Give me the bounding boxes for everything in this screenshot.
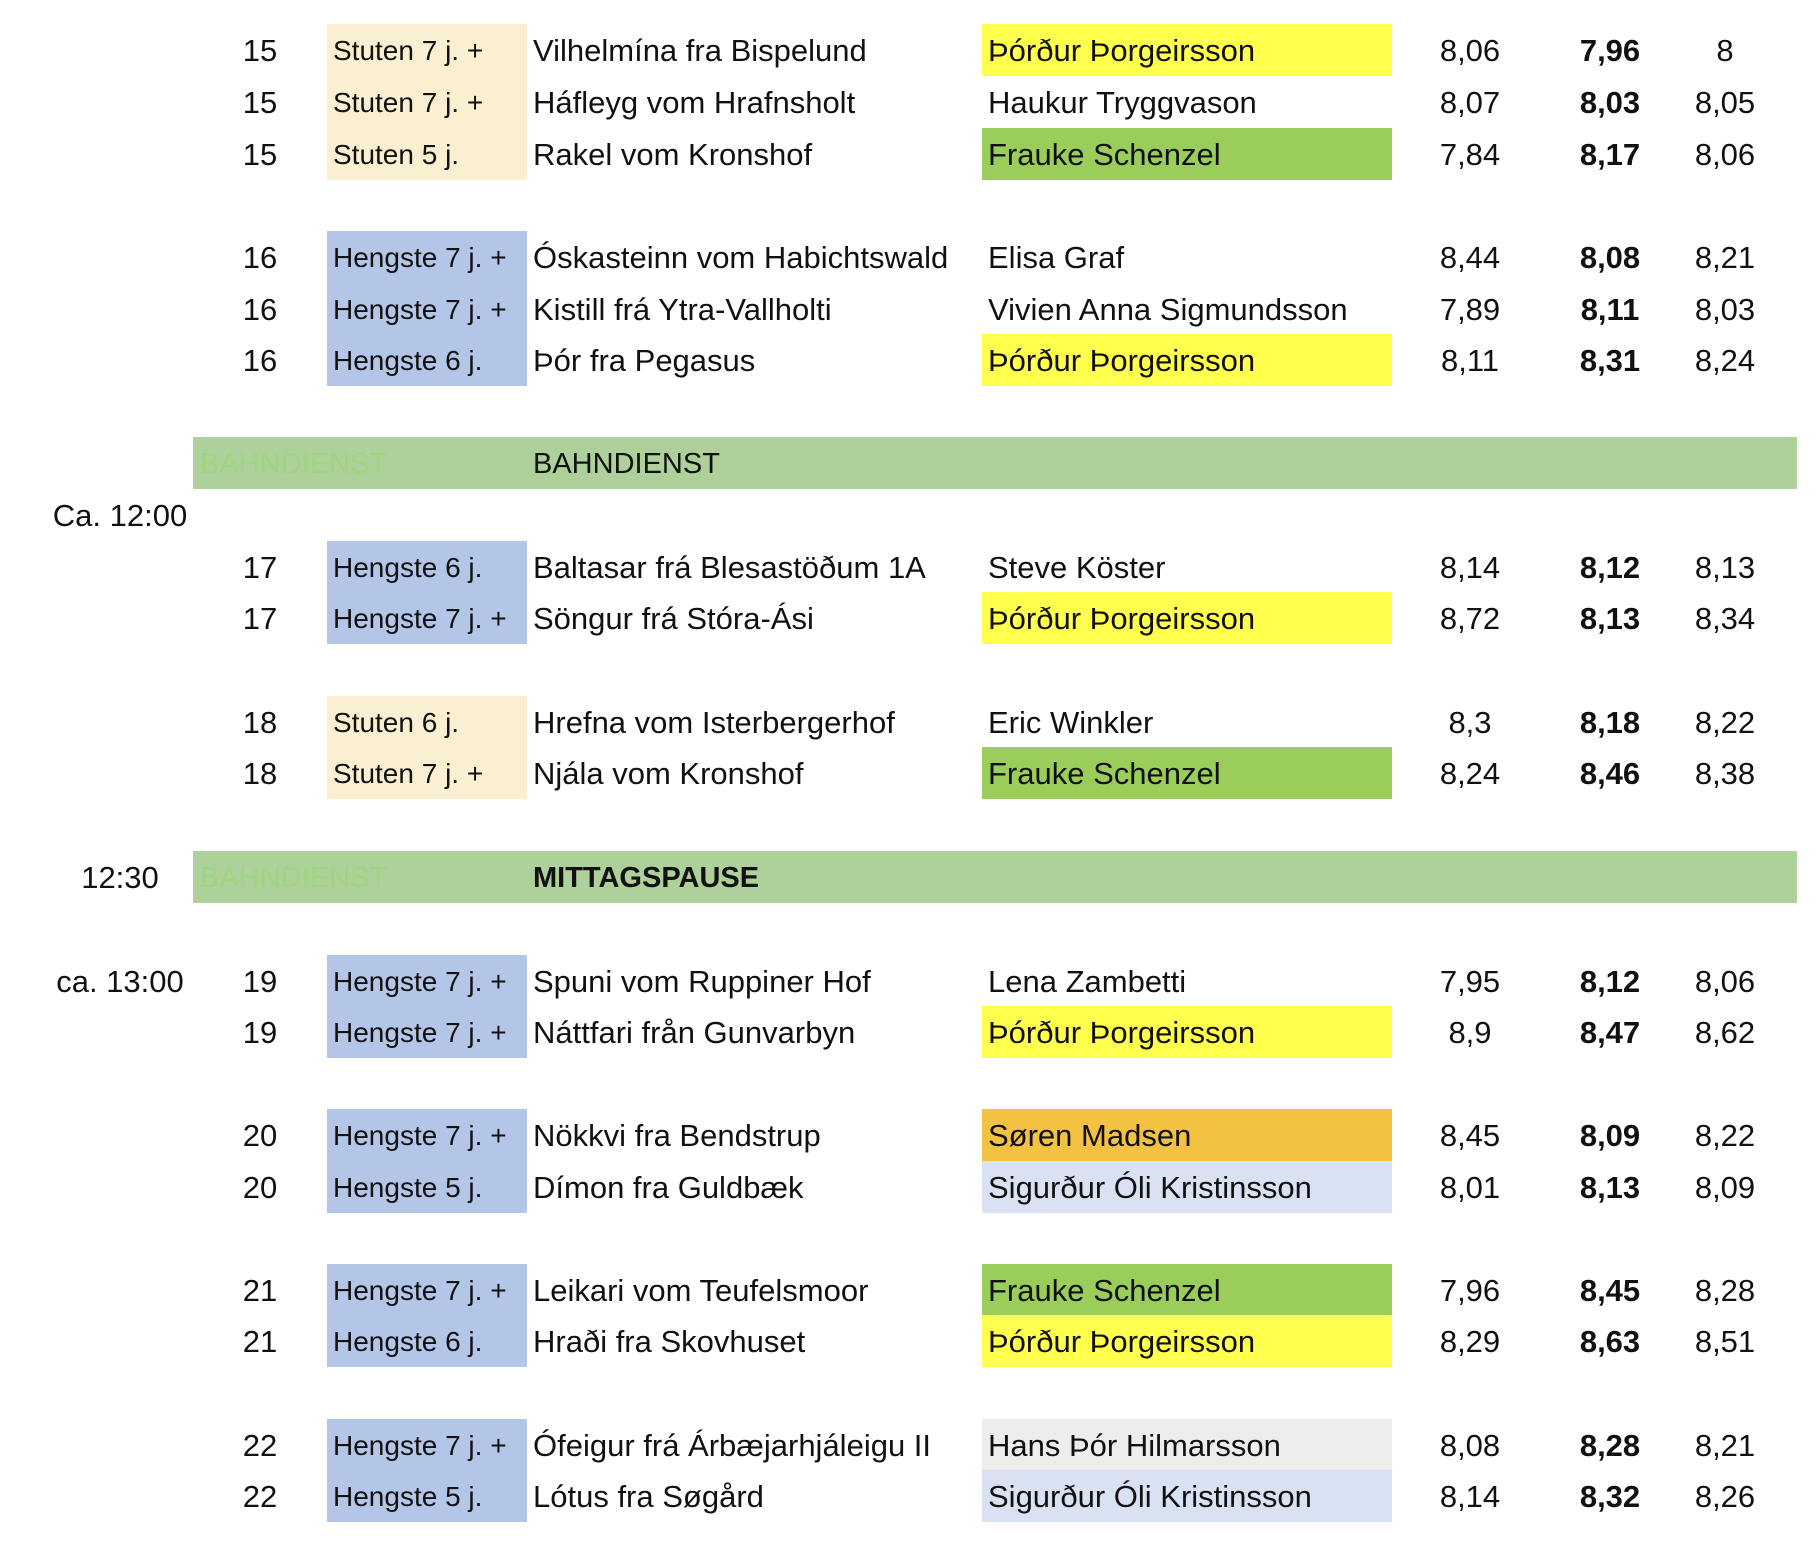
score-1: 8,06 — [1439, 33, 1501, 68]
class-label: Hengste 5 j. — [327, 1470, 527, 1522]
table-row — [0, 955, 1816, 1007]
rider-name: Lena Zambetti — [988, 964, 1187, 999]
rider-name: Frauke Schenzel — [982, 128, 1392, 180]
score-3: 8,13 — [1694, 550, 1756, 585]
break-time: 12:30 — [81, 860, 159, 895]
table-row — [0, 1264, 1816, 1316]
class-label: Stuten 6 j. — [327, 696, 527, 748]
table-row — [0, 231, 1816, 283]
group-number: 21 — [242, 1324, 278, 1359]
score-2: 8,28 — [1579, 1428, 1641, 1463]
score-2: 8,46 — [1579, 756, 1641, 791]
table-row — [0, 128, 1816, 180]
class-label: Stuten 7 j. + — [327, 76, 527, 128]
score-1: 7,84 — [1439, 137, 1501, 172]
score-1: 8,29 — [1439, 1324, 1501, 1359]
band-label: MITTAGSPAUSE — [533, 862, 760, 894]
horse-name: Dímon fra Guldbæk — [533, 1170, 804, 1205]
group-number: 18 — [242, 756, 278, 791]
table-row — [0, 541, 1816, 593]
score-3: 8,26 — [1694, 1479, 1756, 1514]
score-3: 8,06 — [1694, 137, 1756, 172]
score-3: 8,09 — [1694, 1170, 1756, 1205]
class-label: Stuten 7 j. + — [327, 24, 527, 76]
score-2: 8,12 — [1579, 550, 1641, 585]
score-3: 8,03 — [1694, 292, 1756, 327]
score-2: 8,08 — [1579, 240, 1641, 275]
horse-name: Ófeigur frá Árbæjarhjáleigu II — [533, 1428, 932, 1463]
score-3: 8,24 — [1694, 343, 1756, 378]
score-1: 8,44 — [1439, 240, 1501, 275]
score-1: 8,14 — [1439, 550, 1501, 585]
group-number: 15 — [242, 33, 278, 68]
group-number: 22 — [242, 1479, 278, 1514]
class-label: Hengste 7 j. + — [327, 592, 527, 644]
class-label: Hengste 6 j. — [327, 541, 527, 593]
score-3: 8,38 — [1694, 756, 1756, 791]
horse-name: Hrefna vom Isterbergerhof — [533, 705, 895, 740]
rider-name: Søren Madsen — [982, 1109, 1392, 1161]
group-number: 18 — [242, 705, 278, 740]
class-label: Stuten 7 j. + — [327, 747, 527, 799]
group-number: 16 — [242, 343, 278, 378]
score-2: 8,13 — [1579, 601, 1641, 636]
start-time: ca. 13:00 — [56, 964, 184, 999]
score-1: 8,72 — [1439, 601, 1501, 636]
class-label: Hengste 7 j. + — [327, 231, 527, 283]
rider-name: Haukur Tryggvason — [988, 85, 1257, 120]
rider-name: Þórður Þorgeirsson — [982, 592, 1392, 644]
score-3: 8,34 — [1694, 601, 1756, 636]
rider-name: Vivien Anna Sigmundsson — [988, 292, 1348, 327]
horse-name: Kistill frá Ytra-Vallholti — [533, 292, 832, 327]
score-1: 8,14 — [1439, 1479, 1501, 1514]
score-1: 8,11 — [1440, 343, 1500, 378]
table-row — [0, 696, 1816, 748]
horse-name: Óskasteinn vom Habichtswald — [533, 240, 949, 275]
class-label: Hengste 7 j. + — [327, 1006, 527, 1058]
table-row — [0, 76, 1816, 128]
horse-name: Rakel vom Kronshof — [533, 137, 813, 172]
class-label: Hengste 7 j. + — [327, 1419, 527, 1471]
score-3: 8,51 — [1694, 1324, 1756, 1359]
score-2: 8,12 — [1579, 964, 1641, 999]
score-1: 7,96 — [1439, 1273, 1501, 1308]
table-row — [0, 334, 1816, 386]
score-2: 8,31 — [1579, 343, 1641, 378]
score-1: 7,95 — [1439, 964, 1501, 999]
band-ghost-label: BAHNDIENST — [200, 862, 387, 894]
score-3: 8,22 — [1694, 705, 1756, 740]
class-label: Hengste 6 j. — [327, 334, 527, 386]
group-number: 20 — [242, 1118, 278, 1153]
score-1: 8,07 — [1439, 85, 1501, 120]
rider-name: Þórður Þorgeirsson — [982, 1315, 1392, 1367]
horse-name: Náttfari från Gunvarbyn — [533, 1015, 856, 1050]
score-3: 8 — [1716, 33, 1734, 68]
rider-name: Steve Köster — [988, 550, 1166, 585]
group-number: 16 — [242, 240, 278, 275]
horse-name: Þór fra Pegasus — [533, 343, 756, 378]
group-number: 15 — [242, 137, 278, 172]
class-label: Hengste 7 j. + — [327, 283, 527, 335]
score-2: 8,17 — [1579, 137, 1641, 172]
rider-name: Frauke Schenzel — [982, 747, 1392, 799]
score-2: 8,47 — [1579, 1015, 1641, 1050]
score-2: 7,96 — [1579, 33, 1641, 68]
table-row — [0, 1109, 1816, 1161]
table-row — [0, 1419, 1816, 1471]
group-number: 16 — [242, 292, 278, 327]
table-row — [0, 1470, 1816, 1522]
score-1: 7,89 — [1439, 292, 1501, 327]
score-2: 8,09 — [1579, 1118, 1641, 1153]
score-3: 8,28 — [1694, 1273, 1756, 1308]
group-number: 19 — [242, 1015, 278, 1050]
band-ghost-label: BAHNDIENST — [200, 448, 387, 480]
class-label: Hengste 5 j. — [327, 1161, 527, 1213]
class-label: Hengste 6 j. — [327, 1315, 527, 1367]
score-3: 8,62 — [1694, 1015, 1756, 1050]
class-label: Hengste 7 j. + — [327, 1109, 527, 1161]
class-label: Hengste 7 j. + — [327, 955, 527, 1007]
horse-name: Vilhelmína fra Bispelund — [533, 33, 867, 68]
score-1: 8,08 — [1439, 1428, 1501, 1463]
table-row — [0, 24, 1816, 76]
group-number: 17 — [242, 550, 278, 585]
score-2: 8,63 — [1579, 1324, 1641, 1359]
score-1: 8,24 — [1439, 756, 1501, 791]
score-3: 8,05 — [1694, 85, 1756, 120]
score-3: 8,22 — [1694, 1118, 1756, 1153]
horse-name: Háfleyg vom Hrafnsholt — [533, 85, 856, 120]
table-row — [0, 283, 1816, 335]
table-row — [0, 592, 1816, 644]
class-label: Hengste 7 j. + — [327, 1264, 527, 1316]
rider-name: Sigurður Óli Kristinsson — [982, 1161, 1392, 1213]
score-2: 8,45 — [1579, 1273, 1641, 1308]
group-number: 21 — [242, 1273, 278, 1308]
group-number: 15 — [242, 85, 278, 120]
group-number: 17 — [242, 601, 278, 636]
rider-name: Sigurður Óli Kristinsson — [982, 1470, 1392, 1522]
score-1: 8,9 — [1448, 1015, 1492, 1050]
horse-name: Baltasar frá Blesastöðum 1A — [533, 550, 926, 585]
horse-name: Söngur frá Stóra-Ási — [533, 601, 814, 636]
score-3: 8,21 — [1694, 240, 1756, 275]
class-label: Stuten 5 j. — [327, 128, 527, 180]
group-number: 20 — [242, 1170, 278, 1205]
horse-name: Leikari vom Teufelsmoor — [533, 1273, 869, 1308]
horse-name: Lótus fra Søgård — [533, 1479, 764, 1514]
score-3: 8,06 — [1694, 964, 1756, 999]
table-row — [0, 1006, 1816, 1058]
horse-name: Spuni vom Ruppiner Hof — [533, 964, 871, 999]
horse-name: Hraði fra Skovhuset — [533, 1324, 806, 1359]
band-label: BAHNDIENST — [533, 448, 720, 480]
rider-name: Eric Winkler — [988, 705, 1154, 740]
score-2: 8,03 — [1579, 85, 1641, 120]
score-1: 8,3 — [1448, 705, 1492, 740]
rider-name: Hans Þór Hilmarsson — [982, 1419, 1392, 1471]
rider-name: Frauke Schenzel — [982, 1264, 1392, 1316]
time-marker: Ca. 12:00 — [52, 498, 188, 533]
table-row — [0, 1161, 1816, 1213]
rider-name: Þórður Þorgeirsson — [982, 1006, 1392, 1058]
score-1: 8,45 — [1439, 1118, 1501, 1153]
table-row — [0, 1315, 1816, 1367]
score-1: 8,01 — [1439, 1170, 1501, 1205]
score-2: 8,18 — [1579, 705, 1641, 740]
score-2: 8,11 — [1580, 292, 1640, 327]
break-band — [193, 851, 1797, 903]
rider-name: Elisa Graf — [988, 240, 1125, 275]
group-number: 22 — [242, 1428, 278, 1463]
rider-name: Þórður Þorgeirsson — [982, 24, 1392, 76]
group-number: 19 — [242, 964, 278, 999]
score-2: 8,32 — [1579, 1479, 1641, 1514]
table-row — [0, 747, 1816, 799]
break-band — [193, 437, 1797, 489]
score-3: 8,21 — [1694, 1428, 1756, 1463]
rider-name: Þórður Þorgeirsson — [982, 334, 1392, 386]
horse-name: Njála vom Kronshof — [533, 756, 804, 791]
horse-name: Nökkvi fra Bendstrup — [533, 1118, 821, 1153]
score-2: 8,13 — [1579, 1170, 1641, 1205]
